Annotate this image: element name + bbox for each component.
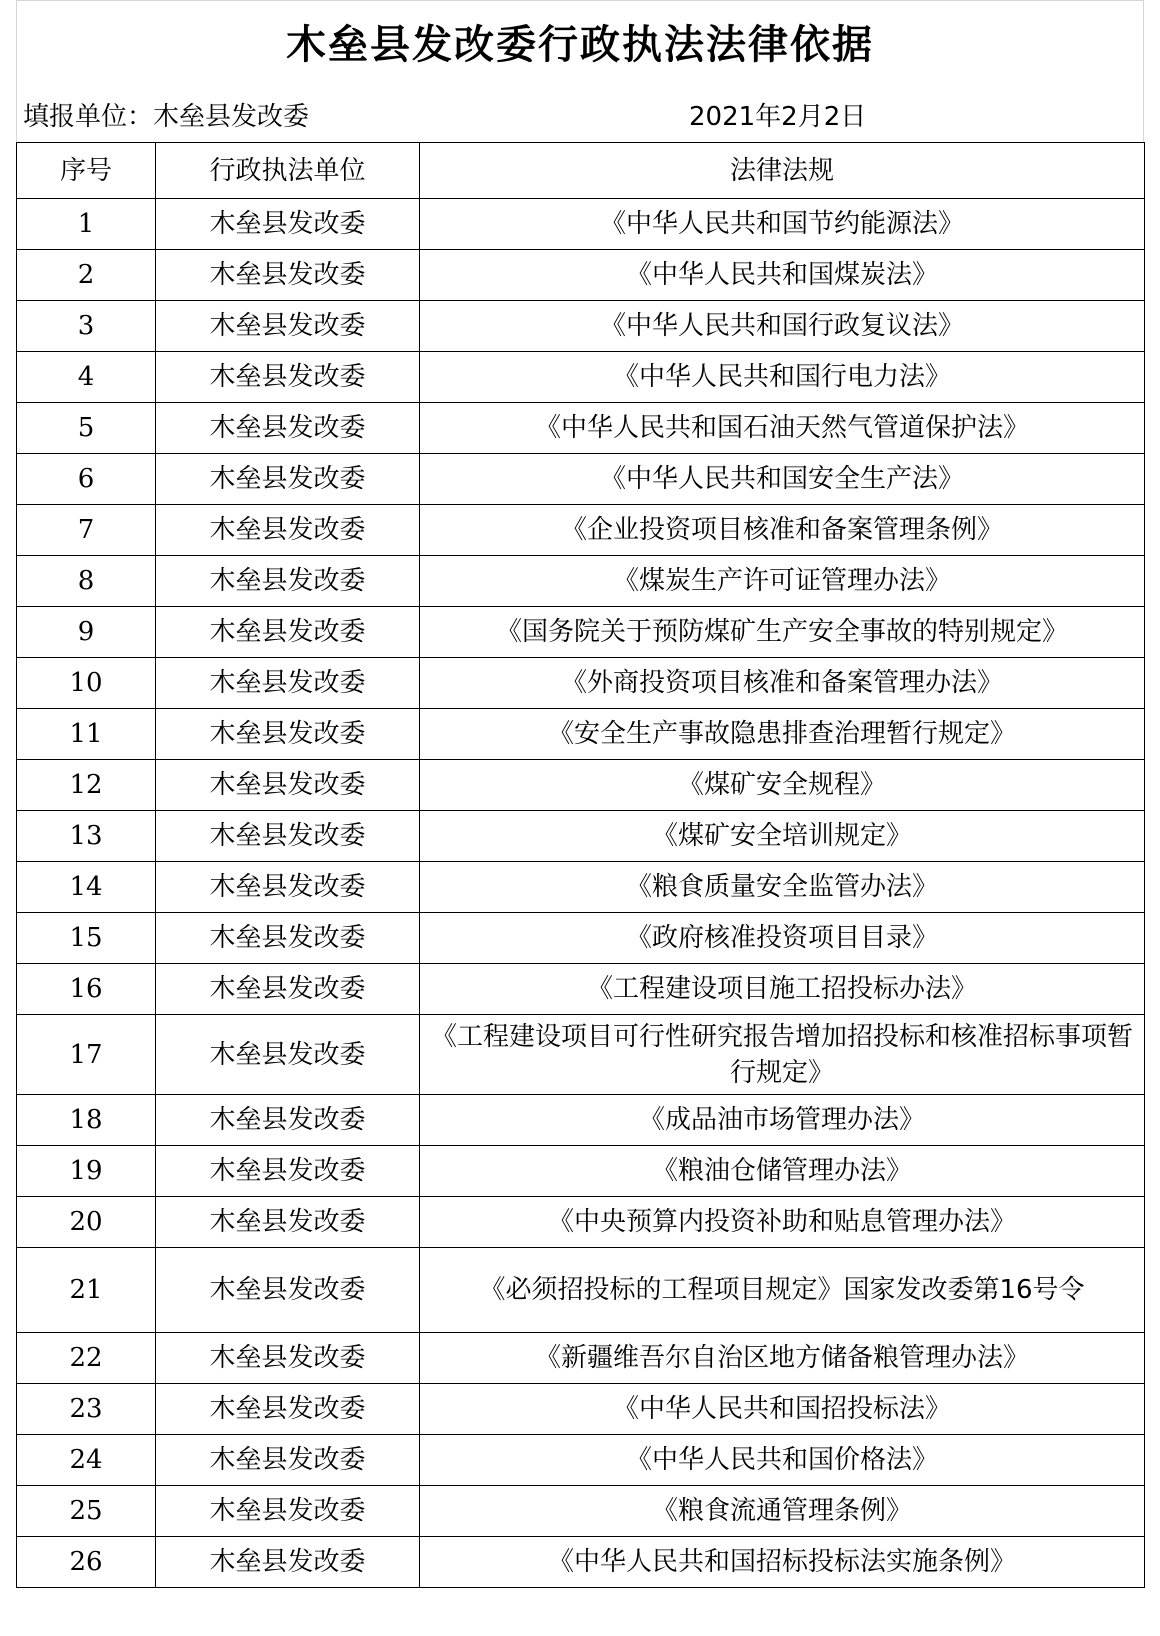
- table-row: [17, 301, 1145, 352]
- row-law: 《中华人民共和国行电力法》: [420, 352, 1145, 403]
- table-row: [17, 1333, 1145, 1384]
- row-unit: 木垒县发改委: [156, 862, 420, 913]
- row-number: 16: [17, 964, 156, 1015]
- row-unit: 木垒县发改委: [156, 709, 420, 760]
- table-row: [17, 709, 1145, 760]
- table-row: [17, 1015, 1145, 1095]
- row-law: 《中央预算内投资补助和贴息管理办法》: [420, 1197, 1145, 1248]
- row-law: 《必须招投标的工程项目规定》国家发改委第16号令: [420, 1248, 1145, 1333]
- row-unit: 木垒县发改委: [156, 1015, 420, 1095]
- row-unit: 木垒县发改委: [156, 199, 420, 250]
- row-number: 6: [17, 454, 156, 505]
- row-number: 17: [17, 1015, 156, 1095]
- row-unit: 木垒县发改委: [156, 352, 420, 403]
- table-header-row: [17, 143, 1145, 199]
- row-unit: 木垒县发改委: [156, 964, 420, 1015]
- row-number: 18: [17, 1095, 156, 1146]
- table-row: [17, 862, 1145, 913]
- row-number: 26: [17, 1537, 156, 1588]
- page-title: 木垒县发改委行政执法法律依据: [286, 21, 874, 68]
- row-unit: 木垒县发改委: [156, 1486, 420, 1537]
- row-law: 《粮油仓储管理办法》: [420, 1146, 1145, 1197]
- row-unit: 木垒县发改委: [156, 1095, 420, 1146]
- row-law: 《外商投资项目核准和备案管理办法》: [420, 658, 1145, 709]
- meta-row: [16, 82, 1144, 142]
- row-number: 22: [17, 1333, 156, 1384]
- row-law: 《粮食流通管理条例》: [420, 1486, 1145, 1537]
- row-law: 《煤矿安全规程》: [420, 760, 1145, 811]
- table-row: [17, 250, 1145, 301]
- title-row: [16, 0, 1144, 82]
- row-number: 15: [17, 913, 156, 964]
- row-unit: 木垒县发改委: [156, 760, 420, 811]
- row-law: 《政府核准投资项目目录》: [420, 913, 1145, 964]
- row-law: 《安全生产事故隐患排查治理暂行规定》: [420, 709, 1145, 760]
- row-unit: 木垒县发改委: [156, 1435, 420, 1486]
- row-law: 《国务院关于预防煤矿生产安全事故的特别规定》: [420, 607, 1145, 658]
- row-unit: 木垒县发改委: [156, 301, 420, 352]
- law-table: [16, 142, 1145, 1588]
- row-number: 24: [17, 1435, 156, 1486]
- reporting-unit: 填报单位：木垒县发改委: [23, 102, 310, 132]
- row-number: 11: [17, 709, 156, 760]
- row-number: 13: [17, 811, 156, 862]
- row-number: 4: [17, 352, 156, 403]
- row-unit: 木垒县发改委: [156, 607, 420, 658]
- row-law: 《中华人民共和国价格法》: [420, 1435, 1145, 1486]
- table-row: [17, 352, 1145, 403]
- row-number: 2: [17, 250, 156, 301]
- report-date: 2021年2月2日: [689, 102, 867, 132]
- table-row: [17, 454, 1145, 505]
- row-law: 《煤炭生产许可证管理办法》: [420, 556, 1145, 607]
- row-law: 《企业投资项目核准和备案管理条例》: [420, 505, 1145, 556]
- row-number: 5: [17, 403, 156, 454]
- table-row: [17, 658, 1145, 709]
- row-number: 19: [17, 1146, 156, 1197]
- row-number: 10: [17, 658, 156, 709]
- row-unit: 木垒县发改委: [156, 1537, 420, 1588]
- row-law: 《中华人民共和国节约能源法》: [420, 199, 1145, 250]
- table-row: [17, 556, 1145, 607]
- table-row: [17, 1146, 1145, 1197]
- table-row: [17, 199, 1145, 250]
- table-row: [17, 403, 1145, 454]
- header-unit: 行政执法单位: [156, 143, 420, 199]
- row-law: 《工程建设项目可行性研究报告增加招投标和核准招标事项暂行规定》: [420, 1015, 1145, 1095]
- table-row: [17, 607, 1145, 658]
- row-unit: 木垒县发改委: [156, 1248, 420, 1333]
- row-law: 《成品油市场管理办法》: [420, 1095, 1145, 1146]
- row-law: 《中华人民共和国招投标法》: [420, 1384, 1145, 1435]
- table-row: [17, 505, 1145, 556]
- row-number: 12: [17, 760, 156, 811]
- row-law: 《工程建设项目施工招投标办法》: [420, 964, 1145, 1015]
- table-row: [17, 1537, 1145, 1588]
- row-unit: 木垒县发改委: [156, 658, 420, 709]
- row-number: 20: [17, 1197, 156, 1248]
- table-row: [17, 964, 1145, 1015]
- row-law: 《中华人民共和国煤炭法》: [420, 250, 1145, 301]
- table-row: [17, 811, 1145, 862]
- row-number: 8: [17, 556, 156, 607]
- row-unit: 木垒县发改委: [156, 913, 420, 964]
- table-row: [17, 913, 1145, 964]
- row-unit: 木垒县发改委: [156, 1333, 420, 1384]
- row-law: 《煤矿安全培训规定》: [420, 811, 1145, 862]
- row-law: 《新疆维吾尔自治区地方储备粮管理办法》: [420, 1333, 1145, 1384]
- row-law: 《粮食质量安全监管办法》: [420, 862, 1145, 913]
- table-row: [17, 1095, 1145, 1146]
- row-number: 1: [17, 199, 156, 250]
- document-sheet: [16, 0, 1144, 1588]
- table-body: [17, 199, 1145, 1588]
- row-number: 3: [17, 301, 156, 352]
- row-unit: 木垒县发改委: [156, 454, 420, 505]
- header-no: 序号: [17, 143, 156, 199]
- row-number: 9: [17, 607, 156, 658]
- row-law: 《中华人民共和国安全生产法》: [420, 454, 1145, 505]
- row-unit: 木垒县发改委: [156, 250, 420, 301]
- row-number: 23: [17, 1384, 156, 1435]
- row-unit: 木垒县发改委: [156, 811, 420, 862]
- row-unit: 木垒县发改委: [156, 1384, 420, 1435]
- row-unit: 木垒县发改委: [156, 1146, 420, 1197]
- row-unit: 木垒县发改委: [156, 556, 420, 607]
- header-law: 法律法规: [420, 143, 1145, 199]
- row-number: 14: [17, 862, 156, 913]
- row-unit: 木垒县发改委: [156, 1197, 420, 1248]
- row-number: 25: [17, 1486, 156, 1537]
- row-law: 《中华人民共和国行政复议法》: [420, 301, 1145, 352]
- row-law: 《中华人民共和国招标投标法实施条例》: [420, 1537, 1145, 1588]
- table-row: [17, 1435, 1145, 1486]
- table-row: [17, 1197, 1145, 1248]
- row-law: 《中华人民共和国石油天然气管道保护法》: [420, 403, 1145, 454]
- row-number: 21: [17, 1248, 156, 1333]
- row-unit: 木垒县发改委: [156, 505, 420, 556]
- table-row: [17, 1486, 1145, 1537]
- row-unit: 木垒县发改委: [156, 403, 420, 454]
- table-row: [17, 1384, 1145, 1435]
- row-number: 7: [17, 505, 156, 556]
- table-row: [17, 1248, 1145, 1333]
- table-row: [17, 760, 1145, 811]
